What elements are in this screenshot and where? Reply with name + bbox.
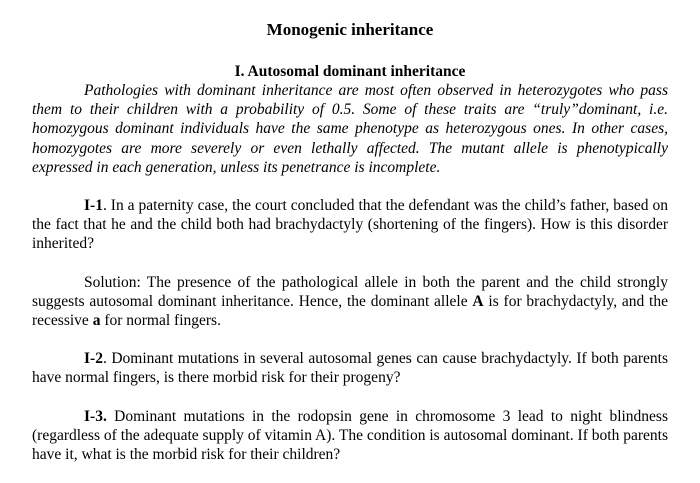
problem-1-text: . In a paternity case, the court concluded that the defendant was the child’s father, based on the fact that he and the child both had brachydactyly (shortening of the fingers). How is this disorder inherited?	[32, 197, 668, 253]
problem-1-label: I-1	[84, 197, 103, 215]
problem-3-paragraph	[32, 407, 668, 465]
solution-1-paragraph	[32, 273, 668, 331]
solution-1-text-a: Solution: The presence of the pathological allele in both the parent and the child strongly suggests autosomal dominant inheritance. Hence, the dominant allele	[32, 273, 668, 310]
problem-2-paragraph	[32, 349, 668, 387]
problem-3-text: Dominant mutations in the rodopsin gene in chromosome 3 lead to night blindness (regardless of the adequate supply of vitamin A). The condition is autosomal dominant. If both parents have it, what is the morbid risk for their children?	[32, 407, 668, 464]
solution-1-text-b: is for brachydactyly, and the recessive	[32, 292, 668, 330]
problem-2-text: . Dominant mutations in several autosomal genes can cause brachydactyly. If both parents have normal fingers, is there morbid risk for their progeny?	[32, 350, 668, 387]
document-title: Monogenic inheritance	[266, 20, 434, 39]
section-heading: I. Autosomal dominant inheritance	[234, 63, 466, 80]
recessive-allele-symbol: a	[92, 312, 101, 330]
problem-1-paragraph	[32, 196, 668, 254]
document-page	[32, 12, 668, 483]
solution-1-text-c: for normal fingers.	[100, 312, 221, 330]
dominant-allele-symbol: A	[472, 292, 484, 310]
problem-2-label: I-2	[84, 350, 103, 368]
problem-3-label: I-3.	[84, 407, 107, 425]
intro-paragraph: Pathologies with dominant inheritance are most often observed in heterozygotes who pass them to their children with a probability of 0.5. Some of these traits are “truly”dominant, i.e. homozygous dominant individuals have the same phenotype as heterozygous ones. In other cases, homozygotes are more severely or even lethally affected. The mutant allele is phenotypically expressed in each generation, unless its penetrance is incomplete.	[32, 82, 668, 176]
